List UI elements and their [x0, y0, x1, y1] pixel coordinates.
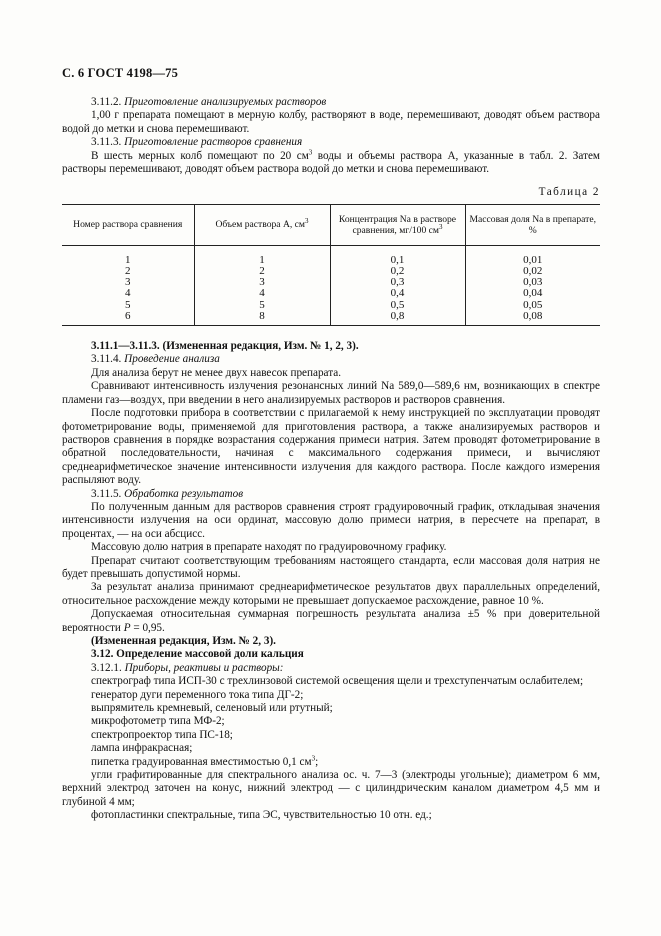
edit-note-1: 3.11.1—3.11.3. (Измененная редакция, Изм. № 1, 2, 3).: [91, 340, 359, 353]
cell-mass-fraction: 0,04: [465, 288, 600, 299]
cell-concentration: 0,8: [330, 311, 465, 326]
text-part: пипетка градуированная вместимостью 0,1 см: [91, 755, 312, 768]
list-item: спектрограф типа ИСП-30 с трехлинзовой системой освещения щели и трехступенчатым ослабителем;: [91, 675, 584, 688]
section-3-11-5-heading: [62, 488, 600, 501]
cell-concentration: 0,4: [330, 288, 465, 299]
paragraph: [62, 608, 600, 635]
cell-concentration: 0,1: [330, 245, 465, 266]
section-3-11-2-heading: [62, 96, 600, 109]
header-solution-number: Номер раствора сравнения: [62, 204, 194, 245]
table-row: [62, 266, 600, 277]
cell-concentration: 0,5: [330, 300, 465, 311]
section-number: 3.11.4.: [91, 353, 122, 366]
section-title: Обработка результатов: [124, 487, 244, 500]
running-header: С. 6 ГОСТ 4198—75: [62, 66, 179, 80]
paragraph: За результат анализа принимают среднеарифметическое результатов двух параллельных определений, относительное расхождение между которыми не превышает допускаемое расхождение, равное 10 %.: [62, 581, 600, 607]
paragraph: По полученным данным для растворов сравнения строят градуировочный график, откладывая значения интенсивности излучения на оси ординат, массовую долю примеси натрия, в пересчете на препарат, в процентах, — на оси абсцисс.: [62, 500, 600, 540]
superscript: 3: [439, 222, 443, 231]
paragraph: Массовую долю натрия в препарате находят по градуировочному графику.: [91, 541, 447, 554]
header-volume: [194, 204, 330, 245]
cell-number: 2: [125, 265, 131, 278]
cell-number: 6: [62, 311, 194, 326]
section-3-11-3-text: [62, 147, 600, 177]
text-part: воды и объемы раствора А, указанные в табл. 2. Затем растворы перемешивают, доводят объем раствора водой до метки и снова перемешивают.: [62, 149, 600, 176]
list-item: микрофотометр типа МФ-2;: [91, 715, 225, 728]
section-number: 3.11.3.: [91, 136, 122, 149]
cell-volume: 3: [194, 277, 330, 288]
section-number: 3.12.1.: [91, 661, 122, 674]
section-3-11-4-heading: [62, 353, 600, 366]
paragraph: Препарат считают соответствующим требованиям настоящего стандарта, если массовая доля натрия не будет превышать допустимой нормы.: [62, 554, 600, 580]
section-number: 3.11.5.: [91, 487, 122, 500]
header-mass-fraction: Массовая доля Na в препарате, %: [465, 204, 600, 245]
superscript: 3: [305, 217, 309, 226]
cell-mass-fraction: 0,05: [465, 300, 600, 311]
cell-concentration: 0,3: [330, 277, 465, 288]
table-label: Таблица 2: [538, 186, 600, 199]
table-row: [62, 300, 600, 311]
text-part: В шесть мерных колб помещают по 20 см: [91, 149, 309, 162]
text-part: Допускаемая относительная суммарная погрешность результата анализа ±5 % при доверительной вероятности: [62, 608, 600, 634]
table-row: [62, 288, 600, 299]
header-concentration: [330, 204, 465, 245]
section-3-11-3-heading: [62, 136, 600, 149]
list-item: лампа инфракрасная;: [91, 742, 193, 755]
paragraph: Для анализа берут не менее двух навесок препарата.: [91, 366, 342, 379]
superscript: 3: [311, 753, 316, 762]
superscript: 3: [308, 147, 313, 156]
cell-number: 1: [125, 253, 131, 266]
cell-volume: 2: [194, 266, 330, 277]
cell-volume: 5: [194, 300, 330, 311]
list-item: угли графитированные для спектрального анализа ос. ч. 7—3 (электроды угольные); диаметром 6 мм, верхний электрод заточен на конус, нижний электрод — с цилиндрическим каналом диаметром 4,5 мм и глубиной 4 мм;: [62, 769, 600, 808]
header-text: Концентрация Na в растворе сравнения, мг/100 см: [338, 213, 457, 236]
body-text: [62, 96, 600, 823]
cell-volume: 1: [194, 245, 330, 266]
section-title: Проведение анализа: [124, 353, 220, 366]
cell-number: 3: [125, 276, 131, 289]
list-item: выпрямитель кремневый, селеновый или ртутный;: [91, 702, 333, 715]
table-row: [62, 245, 600, 266]
section-3-12-1-heading: [62, 662, 600, 675]
cell-number: 5: [125, 298, 131, 311]
cell-mass-fraction: 0,01: [465, 245, 600, 266]
table-header-row: [62, 204, 600, 245]
table-2: [62, 204, 600, 326]
edit-note-2: (Измененная редакция, Изм. № 2, 3).: [91, 635, 276, 647]
cell-volume: 8: [194, 311, 330, 326]
list-item: генератор дуги переменного тока типа ДГ-2;: [91, 688, 304, 701]
cell-mass-fraction: 0,03: [465, 277, 600, 288]
section-title: Приборы, реактивы и растворы:: [124, 661, 284, 674]
section-title: Приготовление растворов сравнения: [124, 136, 303, 149]
variable: Р: [123, 621, 131, 634]
cell-mass-fraction: 0,02: [465, 266, 600, 277]
text-part: ;: [315, 755, 319, 768]
section-title: Приготовление анализируемых растворов: [124, 96, 327, 108]
cell-volume: 4: [194, 288, 330, 299]
list-item: [62, 753, 600, 769]
list-item: фотопластинки спектральные, типа ЭС, чувствительностью 10 отн. ед.;: [91, 809, 432, 822]
paragraph: После подготовки прибора в соответствии с прилагаемой к нему инструкцией по эксплуатации проводят фотометрирование воды, применяемой для приготовления раствора, а также анализируемых растворов и растворов сравнения в порядке возрастания содержания примеси натрия. Затем проводят фотометрирование в обратной последовательности, начиная с максимального содержания примеси, и вычисляют среднеарифметическое значение интенсивности излучения для каждого раствора. После каждого измерения распыляют воду.: [62, 407, 600, 487]
text-part: = 0,95.: [130, 621, 165, 634]
table-row: [62, 277, 600, 288]
table-row: [62, 311, 600, 326]
cell-concentration: 0,2: [330, 266, 465, 277]
cell-mass-fraction: 0,08: [465, 311, 600, 326]
section-number: 3.11.2.: [91, 96, 122, 108]
section-3-11-2-text: 1,00 г препарата помещают в мерную колбу, растворяют в воде, перемешивают, доводят объем раствора водой до метки и снова перемешивают.: [62, 109, 600, 135]
section-3-12-heading: 3.12. Определение массовой доли кальция: [91, 648, 304, 661]
list-item: спектропроектор типа ПС-18;: [91, 728, 233, 741]
cell-number: 4: [125, 287, 131, 300]
header-text: Объем раствора А, см: [215, 219, 306, 231]
paragraph: Сравнивают интенсивность излучения резонансных линий Na 589,0—589,6 нм, возникающих в спектре пламени газ—воздух, при введении в него анализируемых растворов и растворов сравнения.: [62, 380, 600, 406]
